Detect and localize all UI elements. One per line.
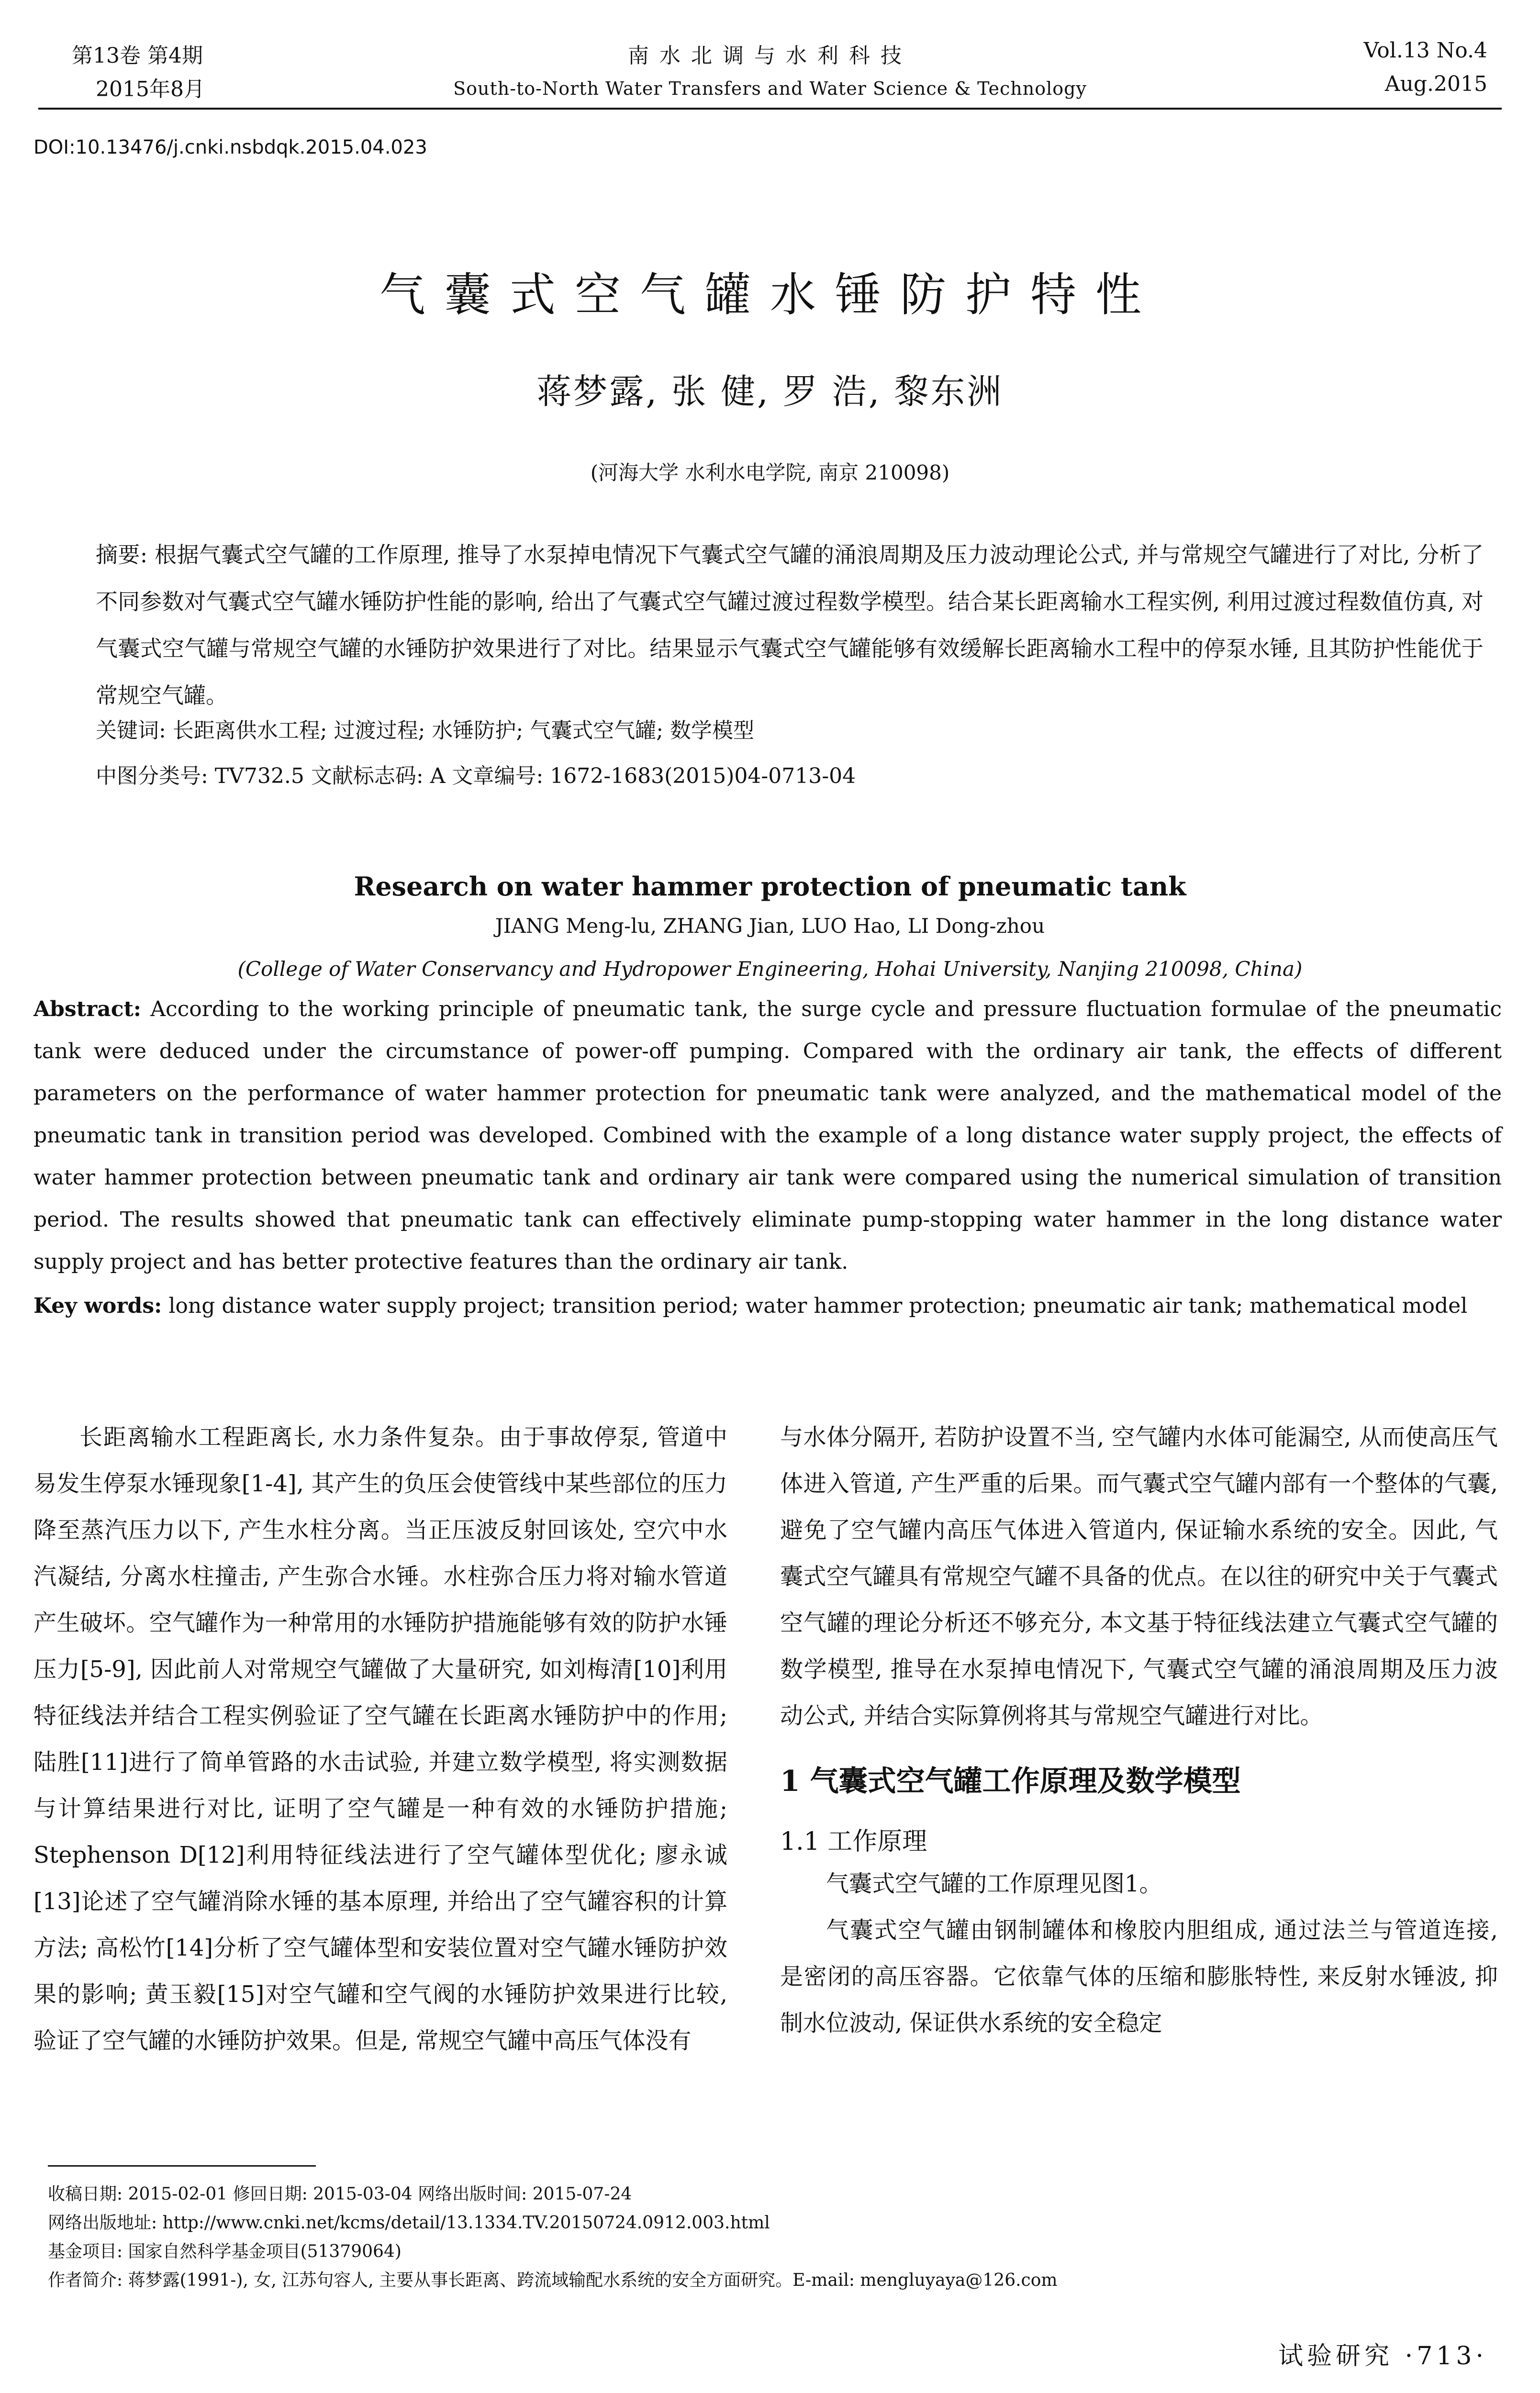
- abstract-en: [33, 988, 1502, 1283]
- page-number: 试验研究 ·713·: [1278, 2342, 1487, 2371]
- keywords-cn: 关键词: 长距离供水工程; 过渡过程; 水锤防护; 气囊式空气罐; 数学模型: [96, 718, 755, 743]
- journal-title: 南水北调与水利科技: [628, 44, 912, 68]
- journal-volume: 第13卷 第4期: [72, 44, 203, 68]
- paper-title: 气囊式空气罐水锤防护特性: [379, 268, 1161, 322]
- journal-date: 2015年8月: [96, 77, 205, 101]
- footnote-rule: [48, 2165, 316, 2167]
- doi: DOI:10.13476/j.cnki.nsbdqk.2015.04.023: [33, 136, 427, 158]
- keywords-en-text: long distance water supply project; transition period; water hammer protection; pneumatic air tank; mathematical model: [168, 1294, 1468, 1318]
- affiliation-en: (College of Water Conservancy and Hydropower Engineering, Hohai University, Nanjing 210098, China): [237, 957, 1303, 981]
- authors: 蒋梦露, 张 健, 罗 浩, 黎东洲: [536, 371, 1004, 412]
- keywords-en: [33, 1285, 1502, 1327]
- journal-date-en: Aug.2015: [1384, 72, 1487, 96]
- authors-en: JIANG Meng-lu, ZHANG Jian, LUO Hao, LI Dong-zhou: [495, 914, 1045, 938]
- journal-volume-en: Vol.13 No.4: [1363, 38, 1487, 63]
- journal-title-en: South-to-North Water Transfers and Water Science & Technology: [453, 78, 1087, 99]
- section-1-1-heading: 1.1 工作原理: [780, 1827, 927, 1856]
- footnote-dates: 收稿日期: 2015-02-01 修回日期: 2015-03-04 网络出版时间: 2015-07-24: [48, 2184, 632, 2204]
- footnote-funding: 基金项目: 国家自然科学基金项目(51379064): [48, 2242, 402, 2261]
- footnote-url: 网络出版地址: http://www.cnki.net/kcms/detail/13.1334.TV.20150724.0912.003.html: [48, 2213, 770, 2233]
- section-1-1-para-2: 气囊式空气罐由钢制罐体和橡胶内胆组成, 通过法兰与管道连接, 是密闭的高压容器。它依靠气体的压缩和膨胀特性, 来反射水锤波, 抑制水位波动, 保证供水系统的安全稳定: [780, 1917, 1498, 2036]
- header-rule: [38, 108, 1502, 110]
- abstract-en-label: Abstract:: [33, 997, 142, 1021]
- footnote-author: 作者简介: 蒋梦露(1991-), 女, 江苏句容人, 主要从事长距离、跨流域输配水系统的安全方面研究。E-mail: mengluyaya@126.com: [48, 2270, 1058, 2290]
- paper-title-en: Research on water hammer protection of pneumatic tank: [354, 871, 1186, 902]
- keywords-en-label: Key words:: [33, 1294, 162, 1318]
- body-right-column: [780, 1414, 1498, 2046]
- abstract-en-text: According to the working principle of pneumatic tank, the surge cycle and pressure fluctuation formulae of the pneumatic tank were deduced under the circumstance of power-off pumping. Compared with the ordinary air tank, the effects of different parameters on the performance of water hammer protection for pneumatic tank were analyzed, and the mathematical model of the pneumatic tank in transition period was developed. Combined with the example of a long distance water supply project, the effects of water hammer protection between pneumatic tank and ordinary air tank were compared using the numerical simulation of transition period. The results showed that pneumatic tank can effectively eliminate pump-stopping water hammer in the long distance water supply project and has better protective features than the ordinary air tank.: [33, 997, 1502, 1274]
- right-paragraph: 与水体分隔开, 若防护设置不当, 空气罐内水体可能漏空, 从而使高压气体进入管道, 产生严重的后果。而气囊式空气罐内部有一个整体的气囊, 避免了空气罐内高压气体进入管道内, 保证输水系统的安全。因此, 气囊式空气罐具有常规空气罐不具备的优点。在以往的研究中关于气囊式空气罐的理论分析还不够充分, 本文基于特征线法建立气囊式空气罐的数学模型, 推导在水泵掉电情况下, 气囊式空气罐的涌浪周期及压力波动公式, 并结合实际算例将其与常规空气罐进行对比。: [780, 1424, 1498, 1729]
- classification: 中图分类号: TV732.5 文献标志码: A 文章编号: 1672-1683(2015)04-0713-04: [96, 764, 856, 788]
- affiliation: (河海大学 水利水电学院, 南京 210098): [590, 461, 950, 484]
- abstract-cn: 摘要: 根据气囊式空气罐的工作原理, 推导了水泵掉电情况下气囊式空气罐的涌浪周期及压力波动理论公式, 并与常规空气罐进行了对比, 分析了不同参数对气囊式空气罐水锤防护性能的影响, 给出了气囊式空气罐过渡过程数学模型。结合某长距离输水工程实例, 利用过渡过程数值仿真, 对气囊式空气罐与常规空气罐的水锤防护效果进行了对比。结果显示气囊式空气罐能够有效缓解长距离输水工程中的停泵水锤, 且其防护性能优于常规空气罐。: [96, 542, 1484, 708]
- section-1-heading: 1 气囊式空气罐工作原理及数学模型: [780, 1765, 1241, 1798]
- body-left-column: 长距离输水工程距离长, 水力条件复杂。由于事故停泵, 管道中易发生停泵水锤现象[1-4], 其产生的负压会使管线中某些部位的压力降至蒸汽压力以下, 产生水柱分离。当正压波反射回该处, 空穴中水汽凝结, 分离水柱撞击, 产生弥合水锤。水柱弥合压力将对输水管道产生破坏。空气罐作为一种常用的水锤防护措施能够有效的防护水锤压力[5-9], 因此前人对常规空气罐做了大量研究, 如刘梅清[10]利用特征线法并结合工程实例验证了空气罐在长距离水锤防护中的作用; 陆胜[11]进行了简单管路的水击试验, 并建立数学模型, 将实测数据与计算结果进行对比, 证明了空气罐是一种有效的水锤防护措施; Stephenson D[12]利用特征线法进行了空气罐体型优化; 廖永诚[13]论述了空气罐消除水锤的基本原理, 并给出了空气罐容积的计算方法; 高松竹[14]分析了空气罐体型和安装位置对空气罐水锤防护效果的影响; 黄玉毅[15]对空气罐和空气阀的水锤防护效果进行比较, 验证了空气罐的水锤防护效果。但是, 常规空气罐中高压气体没有: [33, 1424, 727, 2054]
- section-1-1-para-1: 气囊式空气罐的工作原理见图1。: [826, 1870, 1162, 1897]
- footnotes: [48, 2180, 1484, 2295]
